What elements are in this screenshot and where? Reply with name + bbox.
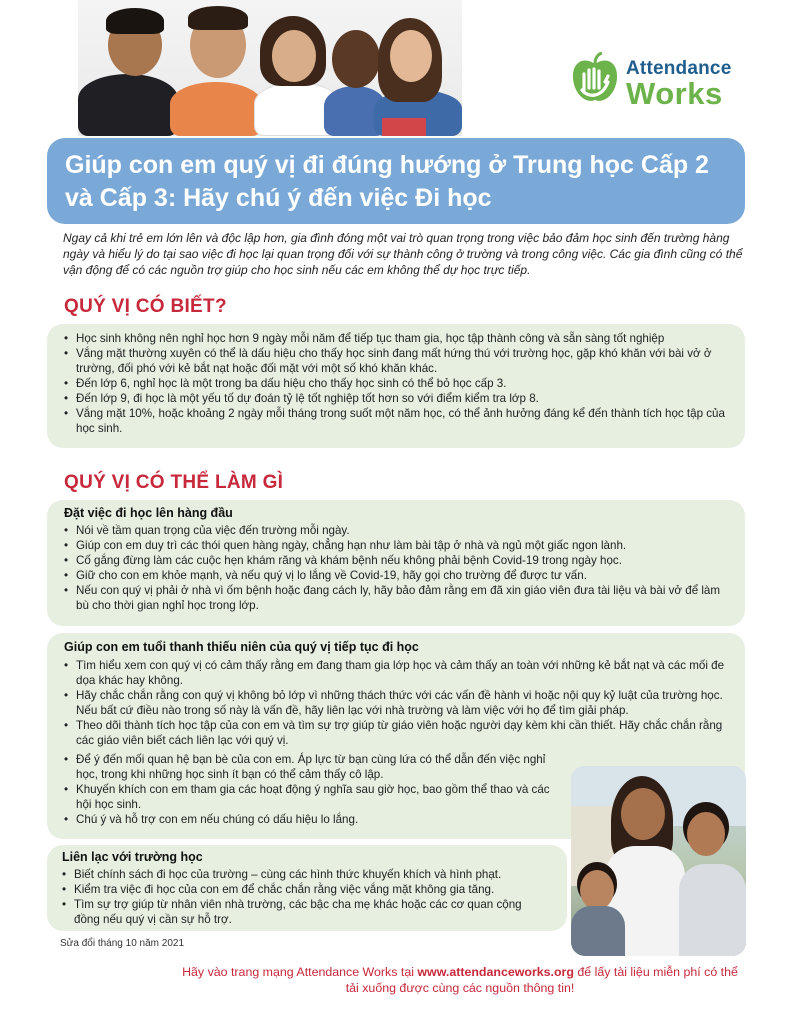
list-item: • Vắng mặt thường xuyên có thể là dấu hiệu cho thấy học sinh đang mất hứng thú với trường học, gặp khó khăn với bài vở ở trường, đối phó với kẻ bắt nạt hoặc đối mặt với một số khó khăn khác. <box>64 346 736 376</box>
list-item: • Giúp con em duy trì các thói quen hàng ngày, chẳng hạn như làm bài tập ở nhà và ngủ một giấc ngon lành. <box>64 538 736 553</box>
website-link[interactable]: www.attendanceworks.org <box>417 965 574 979</box>
keep-teen-list-bottom <box>64 752 554 827</box>
list-item: • Kiểm tra việc đi học của con em để chắc chắn rằng việc vắng mặt không gia tăng. <box>62 882 537 897</box>
list-item: • Đến lớp 6, nghỉ học là một trong ba dấu hiệu cho thấy học sinh có thể bỏ học cấp 3. <box>64 376 736 391</box>
list-item: • Đến lớp 9, đi học là một yếu tố dự đoán tỷ lệ tốt nghiệp tốt hơn so với điểm kiểm tra lớp 8. <box>64 391 736 406</box>
contact-school-list <box>62 867 537 927</box>
apple-hand-icon <box>570 52 620 104</box>
list-item: • Tìm hiểu xem con quý vị có cảm thấy rằng em đang tham gia lớp học và cảm thấy an toàn với những kẻ bắt nạt và các mối đe dọa khác hay không. <box>64 658 736 688</box>
list-item: • Vắng mặt 10%, hoặc khoảng 2 ngày mỗi tháng trong suốt một năm học, có thể ảnh hưởng đáng kể đến thành tích học tập của học sinh. <box>64 406 736 436</box>
priority-subheading: Đặt việc đi học lên hàng đầu <box>64 506 233 520</box>
footer-note <box>180 964 740 996</box>
priority-list <box>64 523 736 613</box>
page-title: Giúp con em quý vị đi đúng hướng ở Trung học Cấp 2 và Cấp 3: Hãy chú ý đến việc Đi học <box>65 151 709 212</box>
what-you-can-do-heading: QUÝ VỊ CÓ THỂ LÀM GÌ <box>64 472 284 493</box>
list-item: • Theo dõi thành tích học tập của con em và tìm sự trợ giúp từ giáo viên hoặc người dạy kèm khi cần thiết. Hãy chắc chắn rằng các giáo viên biết cách liên lạc với quý vị. <box>64 718 736 748</box>
list-item: • Biết chính sách đi học của trường – cùng các hình thức khuyến khích và hình phạt. <box>62 867 537 882</box>
list-item: • Khuyến khích con em tham gia các hoạt động ý nghĩa sau giờ học, bao gồm thể thao và các hội học sinh. <box>64 782 554 812</box>
list-item: • Cố gắng đừng làm các cuộc hẹn khám răng và khám bệnh nếu không phải bệnh Covid-19 trong ngày học. <box>64 553 736 568</box>
list-item: • Chú ý và hỗ trợ con em nếu chúng có dấu hiệu lo lắng. <box>64 812 554 827</box>
intro-paragraph: Ngay cả khi trẻ em lớn lên và độc lập hơn, gia đình đóng một vai trò quan trọng trong việc bảo đảm học sinh đến trường hàng ngày và hiểu lý do tại sao việc đi học lại quan trọng đối với sự thành công ở trường và trong công việc. Các gia đình cũng có thể vận động để có các nguồn trợ giúp cho học sinh nếu các em không thể dự học trực tiếp. <box>63 231 743 277</box>
keep-teen-subheading: Giúp con em tuổi thanh thiếu niên của quý vị tiếp tục đi học <box>64 640 419 654</box>
logo-text-works: Works <box>626 76 723 111</box>
footer-text-after: để lấy tài liệu miễn phí có thể tải xuống được cùng các nguồn thông tin! <box>345 965 738 995</box>
list-item: • Để ý đến mối quan hệ bạn bè của con em. Áp lực từ bạn cùng lứa có thể dẫn đến việc nghỉ học, trong khi những học sinh ít bạn có thể cảm thấy cô lập. <box>64 752 554 782</box>
revised-date: Sửa đổi tháng 10 năm 2021 <box>60 938 185 949</box>
keep-teen-list-top <box>64 658 736 748</box>
list-item: • Học sinh không nên nghỉ học hơn 9 ngày mỗi năm để tiếp tục tham gia, học tập thành công và sẵn sàng tốt nghiệp <box>64 331 736 346</box>
header-students-photo <box>78 0 462 136</box>
did-you-know-list <box>64 331 736 436</box>
list-item: • Giữ cho con em khỏe mạnh, và nếu quý vị lo lắng về Covid-19, hãy gọi cho trường để được tư vấn. <box>64 568 736 583</box>
students-photo-bottom <box>571 766 746 956</box>
list-item: • Tìm sự trợ giúp từ nhân viên nhà trường, các bậc cha mẹ khác hoặc các cơ quan cộng đồng nếu quý vị cần sự hỗ trợ. <box>62 897 537 927</box>
list-item: • Hãy chắc chắn rằng con quý vị không bỏ lớp vì những thách thức với các vấn đề hành vi hoặc nội quy kỷ luật của trường học. Nếu bất cứ điều nào trong số này là vấn đề, hãy liên lạc với nhà trường và làm việc với họ để tìm giải pháp. <box>64 688 736 718</box>
logo-text-attendance: Attendance <box>626 58 732 79</box>
attendance-works-logo <box>566 46 736 110</box>
footer-text-before: Hãy vào trang mạng Attendance Works tại <box>182 965 418 979</box>
list-item: • Nếu con quý vị phải ở nhà vì ốm bệnh hoặc đang cách ly, hãy bảo đảm rằng em đã xin giáo viên đưa tài liệu và bài vở để làm bù cho thời gian nghỉ học trong lớp. <box>64 583 736 613</box>
contact-school-subheading: Liên lạc với trường học <box>62 850 203 864</box>
list-item: • Nói về tầm quan trọng của việc đến trường mỗi ngày. <box>64 523 736 538</box>
did-you-know-heading: QUÝ VỊ CÓ BIẾT? <box>64 296 227 317</box>
